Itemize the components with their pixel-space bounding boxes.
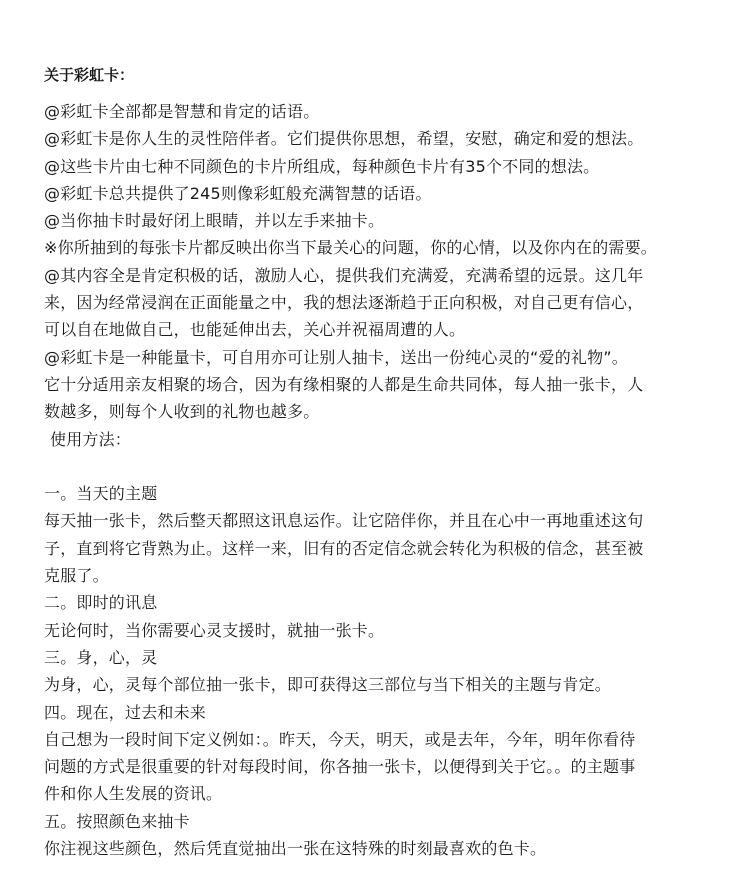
section-heading: 二。即时的讯息: [44, 593, 158, 613]
text-line: @这些卡片由七种不同颜色的卡片所组成，每种颜色卡片有35个不同的想法。: [44, 156, 600, 176]
text-line: 件和你人生发展的资讯。: [44, 784, 223, 804]
section-four: [44, 699, 720, 808]
text-line: @其内容全是肯定积极的话，激励人心，提供我们充满爱，充满希望的远景。这几年: [44, 265, 644, 285]
blank-line: [44, 453, 720, 480]
text-line: @彩虹卡是一种能量卡，可自用亦可让别人抽卡，送出一份纯心灵的“爱的礼物”。: [44, 347, 628, 367]
text-line: @彩虹卡总共提供了245则像彩虹般充满智慧的话语。: [44, 183, 432, 203]
document-body: [44, 62, 720, 862]
section-heading: 五。按照颜色来抽卡: [44, 811, 190, 831]
text-line: 问题的方式是很重要的针对每段时间，你各抽一张卡，以便得到关于它。。的主题事: [44, 757, 636, 777]
section-heading: 四。现在，过去和未来: [44, 702, 207, 722]
text-line: ※你所抽到的每张卡片都反映出你当下最关心的问题，你的心情，以及你内在的需要。: [44, 238, 658, 258]
text-line: 每天抽一张卡，然后整天都照这讯息运作。让它陪伴你，并且在心中一再地重述这句: [44, 511, 644, 531]
text-line: @当你抽卡时最好闭上眼睛，并以左手来抽卡。: [44, 211, 385, 231]
text-line: 子，直到将它背熟为止。这样一来，旧有的否定信念就会转化为积极的信念，甚至被: [44, 538, 644, 558]
text-line: 来，因为经常浸润在正面能量之中，我的想法逐渐趋于正向积极，对自己更有信心，: [44, 293, 644, 313]
text-line: 可以自在地做自己，也能延伸出去，关心并祝福周遭的人。: [44, 320, 466, 340]
section-two: [44, 589, 720, 644]
text-line: 你注视这些颜色，然后凭直觉抽出一张在这特殊的时刻最喜欢的色卡。: [44, 839, 547, 859]
intro-paragraphs: [44, 98, 720, 426]
page-title: 关于彩虹卡：: [44, 66, 135, 84]
text-line: 自己想为一段时间下定义例如：。昨天，今天，明天，或是去年，今年，明年你看待: [44, 729, 636, 749]
text-line: 数越多，则每个人收到的礼物也越多。: [44, 402, 320, 422]
section-three: [44, 644, 720, 699]
text-line: 克服了。: [44, 566, 109, 586]
section-one: [44, 480, 720, 589]
section-heading: 三。身，心，灵: [44, 647, 158, 667]
text-line: 它十分适用亲友相聚的场合，因为有缘相聚的人都是生命共同体，每人抽一张卡，人: [44, 374, 644, 394]
section-five: [44, 808, 720, 863]
section-heading: 一。当天的主题: [44, 484, 158, 504]
text-line: @彩虹卡全部都是智慧和肯定的话语。: [44, 102, 320, 121]
usage-heading: 使用方法：: [50, 429, 132, 449]
text-line: @彩虹卡是你人生的灵性陪伴者。它们提供你思想，希望，安慰，确定和爱的想法。: [44, 129, 644, 149]
text-line: 为身，心，灵每个部位抽一张卡，即可获得这三部位与当下相关的主题与肯定。: [44, 675, 612, 695]
text-line: 无论何时，当你需要心灵支援时，就抽一张卡。: [44, 620, 385, 640]
